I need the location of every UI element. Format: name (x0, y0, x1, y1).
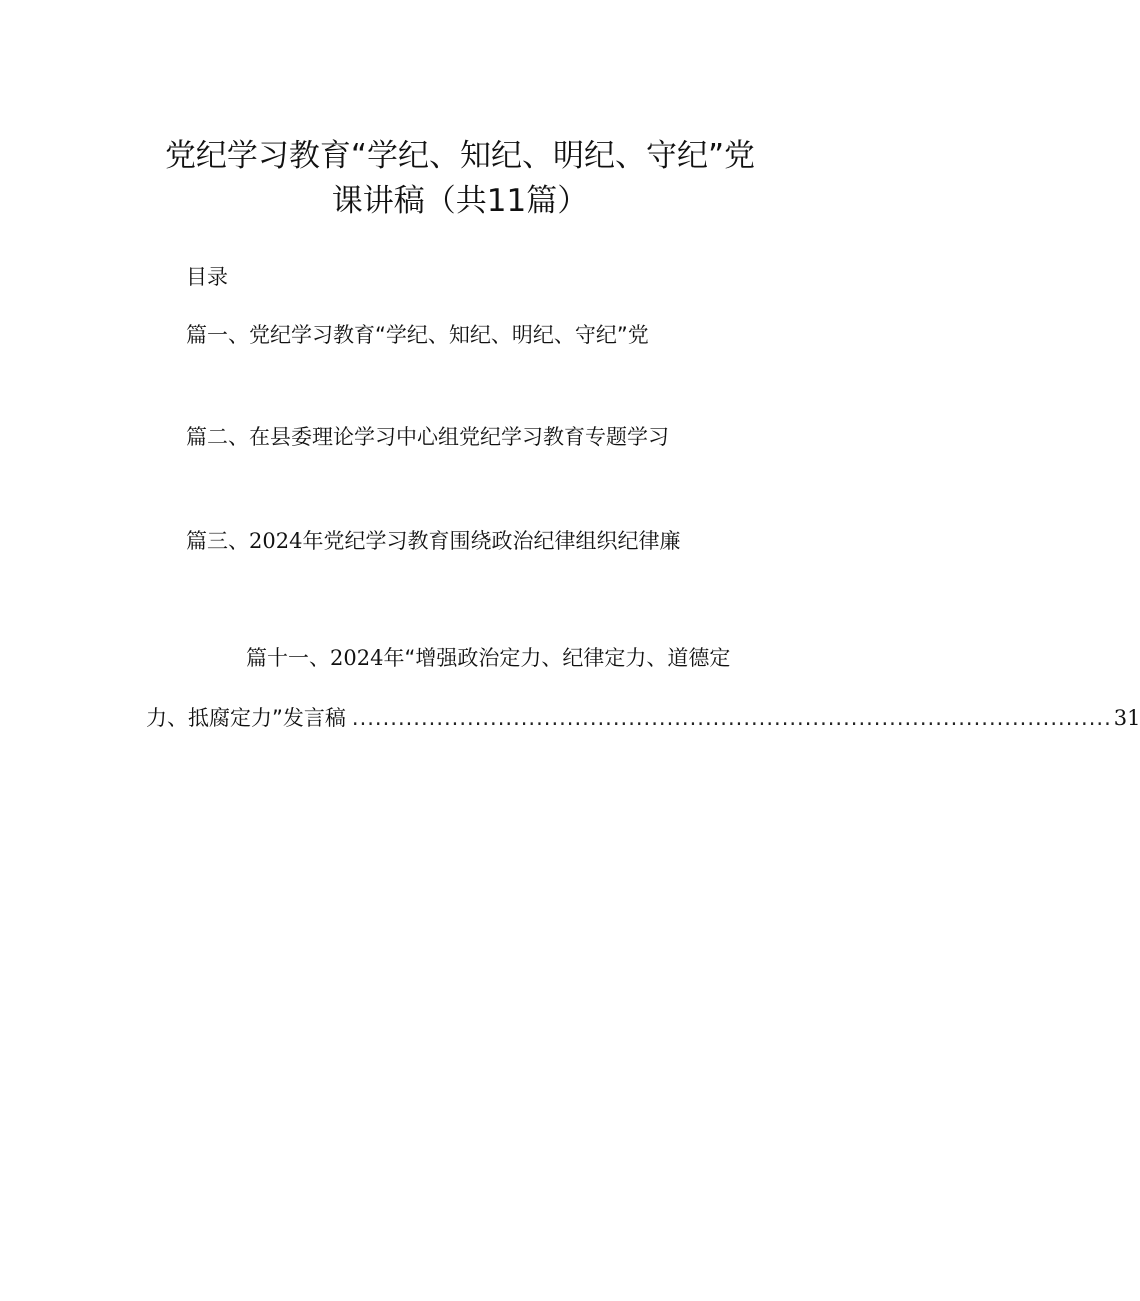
toc-item-11-year: 2024 (330, 646, 384, 670)
document-title-line-2: 课讲稿（共11篇） (331, 183, 589, 219)
toc-item-2[interactable]: 篇二、在县委理论学习中心组党纪学习教育专题学习 (186, 425, 669, 449)
toc-item-11-prefix: 篇十一、 (246, 646, 330, 670)
toc-page-number: 31 (1113, 706, 1140, 730)
toc-item-11-line-1[interactable] (246, 643, 730, 673)
toc-item-1[interactable]: 篇一、党纪学习教育“学纪、知纪、明纪、守纪”党 (186, 323, 649, 347)
toc-heading: 目录 (186, 265, 228, 289)
document-title-line-1: 党纪学习教育“学纪、知纪、明纪、守纪”党 (164, 138, 756, 174)
toc-item-11-line-2[interactable] (146, 703, 1140, 733)
toc-item-11-text-continued: 力、抵腐定力”发言稿 (146, 706, 346, 730)
toc-item-3-year: 2024 (249, 529, 303, 553)
toc-dot-leader: ................................................................................................... (351, 706, 1112, 730)
toc-item-3-prefix: 篇三、 (186, 529, 249, 553)
toc-item-11-text: 年“增强政治定力、纪律定力、道德定 (383, 646, 731, 670)
toc-item-3-text: 年党纪学习教育围绕政治纪律组织纪律廉 (302, 529, 681, 553)
toc-item-3[interactable] (186, 526, 680, 556)
